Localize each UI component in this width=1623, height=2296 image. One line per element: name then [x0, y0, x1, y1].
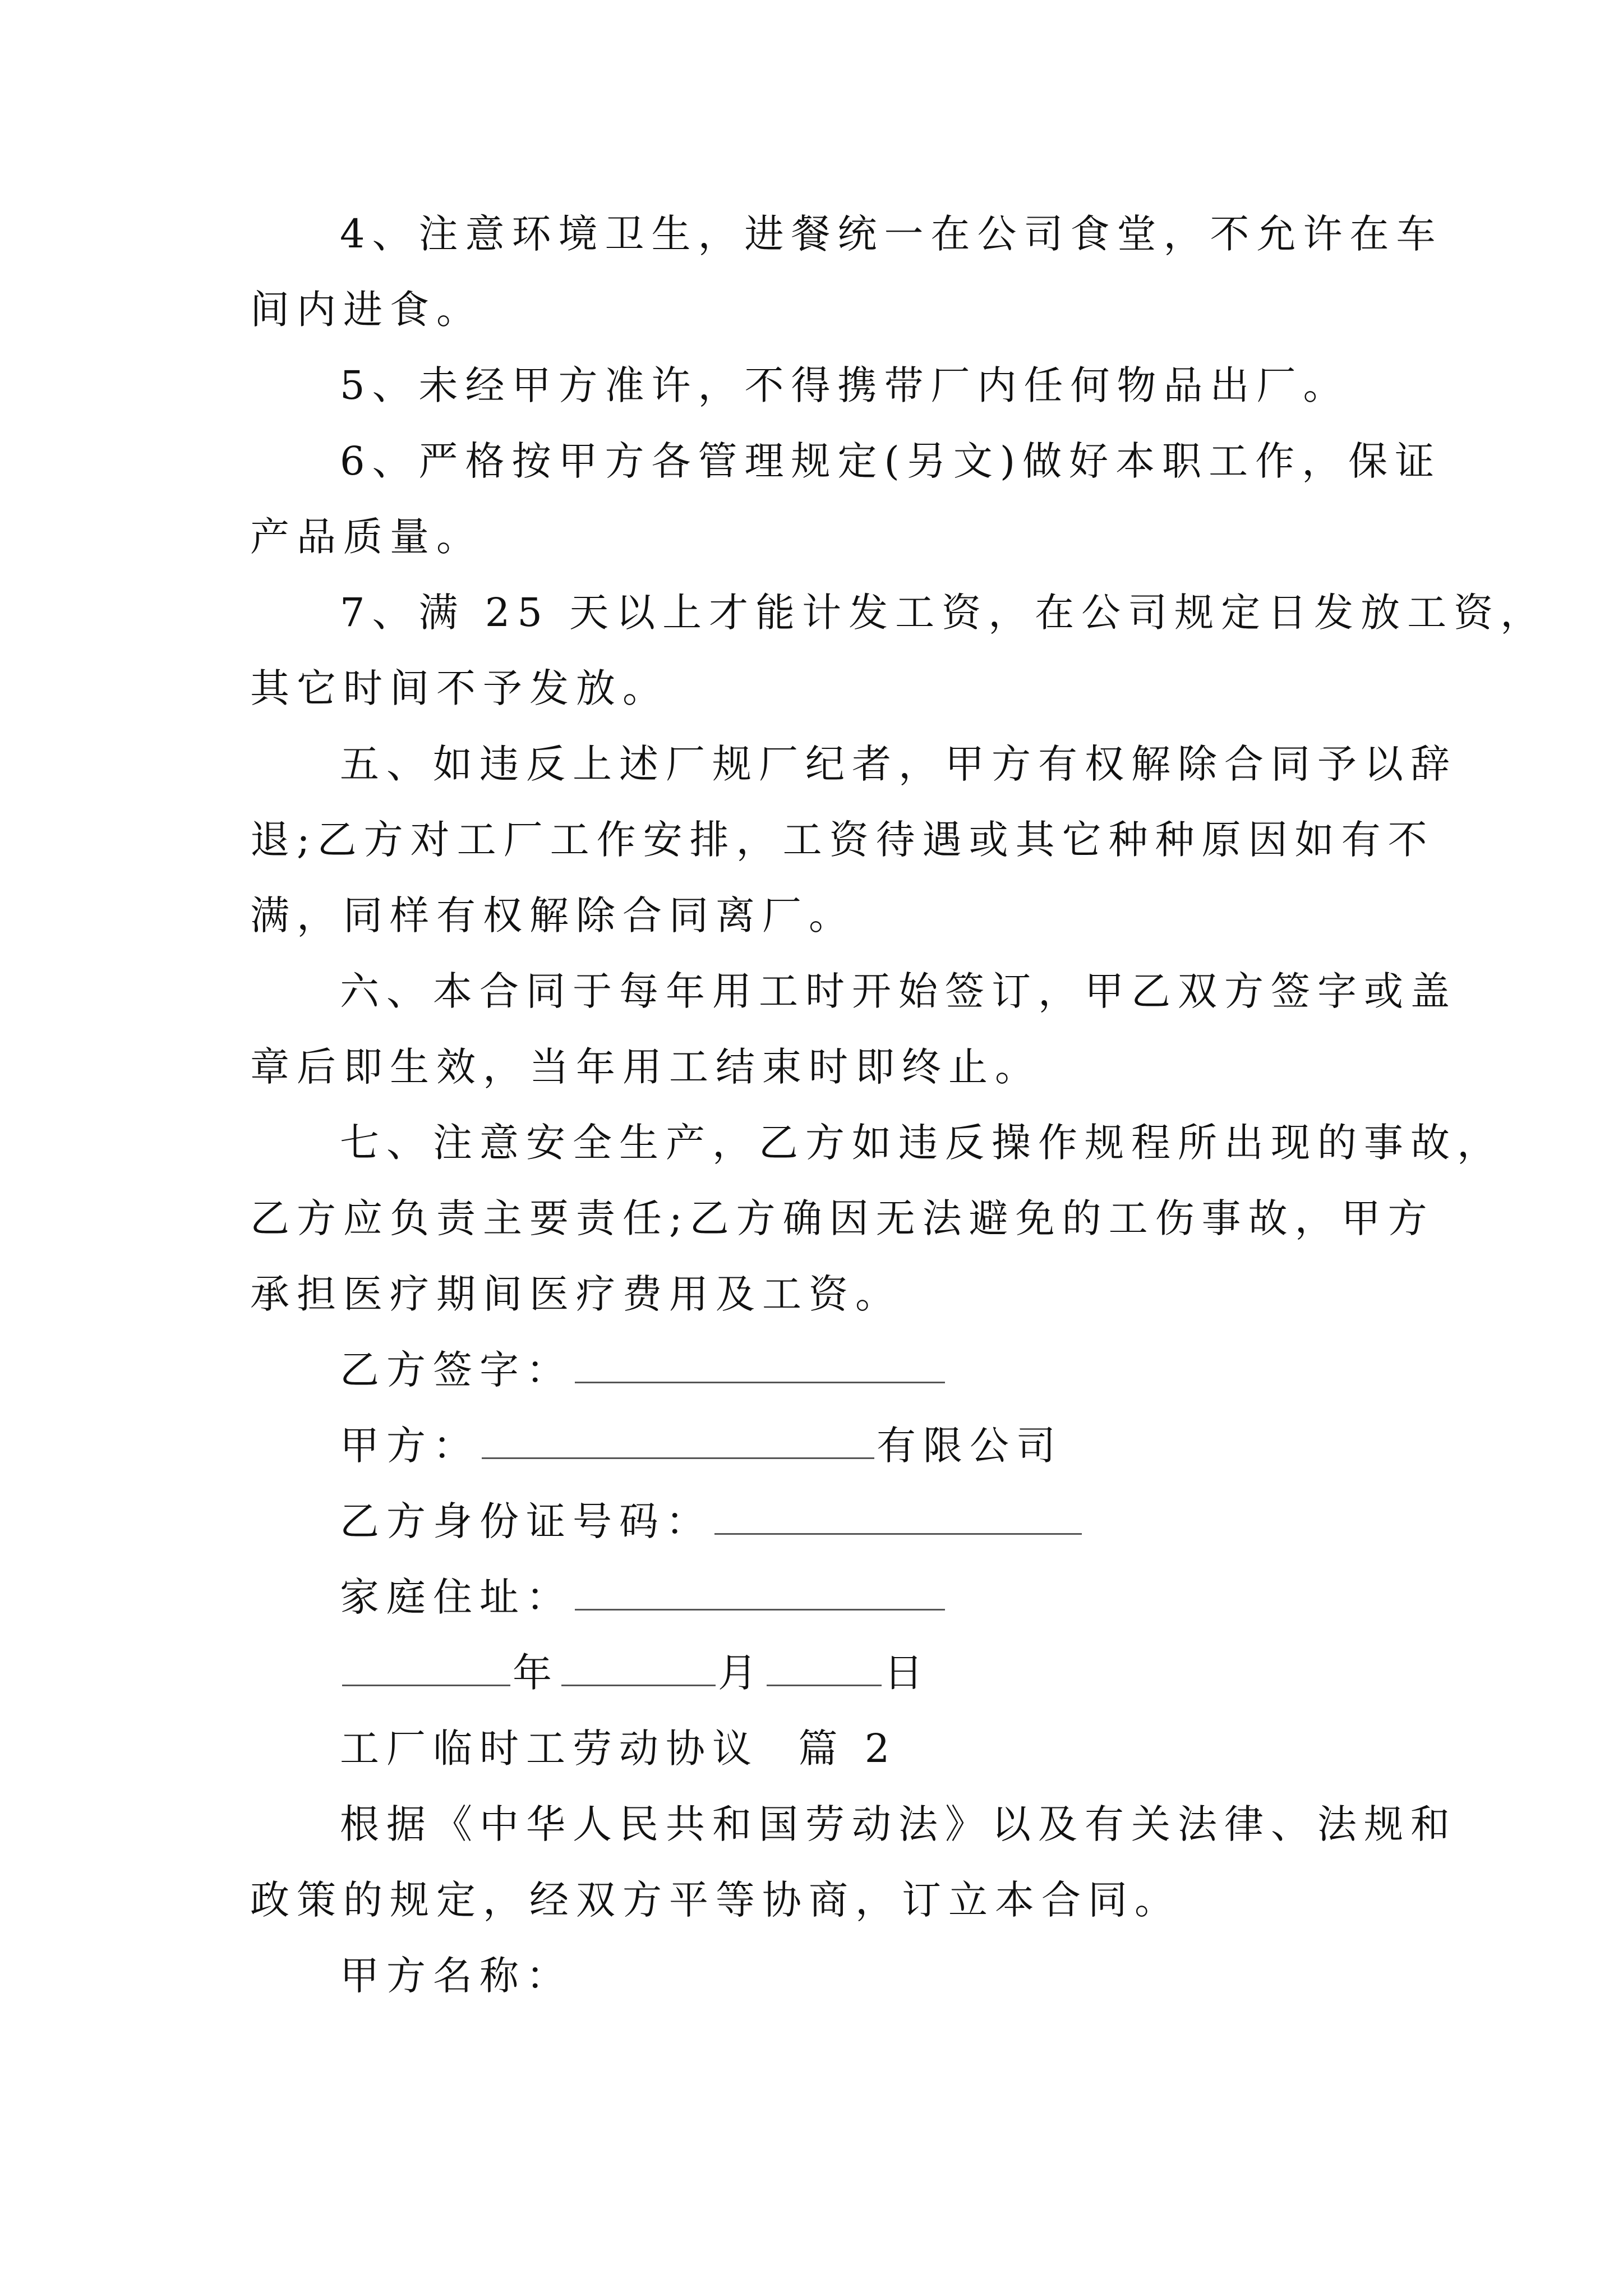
party-b-signature-row: [340, 1345, 947, 1395]
year-label: 年: [513, 1650, 559, 1696]
home-address-blank[interactable]: [575, 1576, 945, 1611]
month-label: 月: [718, 1650, 764, 1696]
clause-4-line-2: 间内进食。: [250, 287, 483, 333]
party-b-id-row: [340, 1496, 1084, 1547]
section-5-line-3: 满，同样有权解除合同离厂。: [250, 892, 855, 938]
clause-4-line-1: 4、注意环境卫生，进餐统一在公司食堂，不允许在车: [340, 211, 1443, 257]
date-row: [340, 1648, 930, 1698]
section-7-line-3: 承担医疗期间医疗费用及工资。: [250, 1271, 902, 1317]
day-label: 日: [884, 1650, 930, 1696]
clause-7-line-2: 其它时间不予发放。: [250, 665, 669, 711]
clause-6-line-2: 产品质量。: [250, 514, 483, 560]
home-address-row: [340, 1572, 947, 1622]
party-b-signature-label: 乙方签字：: [340, 1347, 573, 1393]
section-7-line-2: 乙方应负责主要责任;乙方确因无法避免的工伤事故，甲方: [250, 1195, 1435, 1241]
section-7-line-1: 七、注意安全生产，乙方如违反操作规程所出现的事故，: [340, 1120, 1504, 1166]
party-b-id-label: 乙方身份证号码：: [340, 1498, 712, 1544]
home-address-label: 家庭住址：: [340, 1574, 573, 1620]
section-title: 工厂临时工劳动协议 篇 2: [340, 1726, 897, 1772]
section-6-line-1: 六、本合同于每年用工时开始签订，甲乙双方签字或盖: [340, 968, 1457, 1014]
party-a-suffix: 有限公司: [877, 1423, 1063, 1469]
clause-7-line-1: 7、满 25 天以上才能计发工资，在公司规定日发放工资，: [340, 590, 1547, 636]
party-b-signature-blank[interactable]: [575, 1349, 945, 1383]
day-blank[interactable]: [767, 1652, 882, 1686]
intro-line-2: 政策的规定，经双方平等协商，订立本合同。: [250, 1877, 1181, 1923]
clause-5-line-1: 5、未经甲方准许，不得携带厂内任何物品出厂。: [340, 362, 1350, 408]
clause-6-line-1: 6、严格按甲方各管理规定(另文)做好本职工作，保证: [340, 438, 1442, 484]
intro-line-1: 根据《中华人民共和国劳动法》以及有关法律、法规和: [340, 1801, 1457, 1847]
section-6-line-2: 章后即生效，当年用工结束时即终止。: [250, 1044, 1041, 1090]
section-5-line-1: 五、如违反上述厂规厂纪者，甲方有权解除合同予以辞: [340, 741, 1457, 787]
party-a-label: 甲方：: [340, 1423, 479, 1469]
party-a-name-label: 甲方名称：: [340, 1953, 573, 1999]
party-b-id-blank[interactable]: [714, 1501, 1082, 1535]
section-5-line-2: 退;乙方对工厂工作安排，工资待遇或其它种种原因如有不: [250, 817, 1435, 863]
month-blank[interactable]: [561, 1652, 716, 1686]
party-a-row: [340, 1420, 1063, 1471]
party-a-name-blank[interactable]: [482, 1425, 874, 1459]
year-blank[interactable]: [342, 1652, 510, 1686]
